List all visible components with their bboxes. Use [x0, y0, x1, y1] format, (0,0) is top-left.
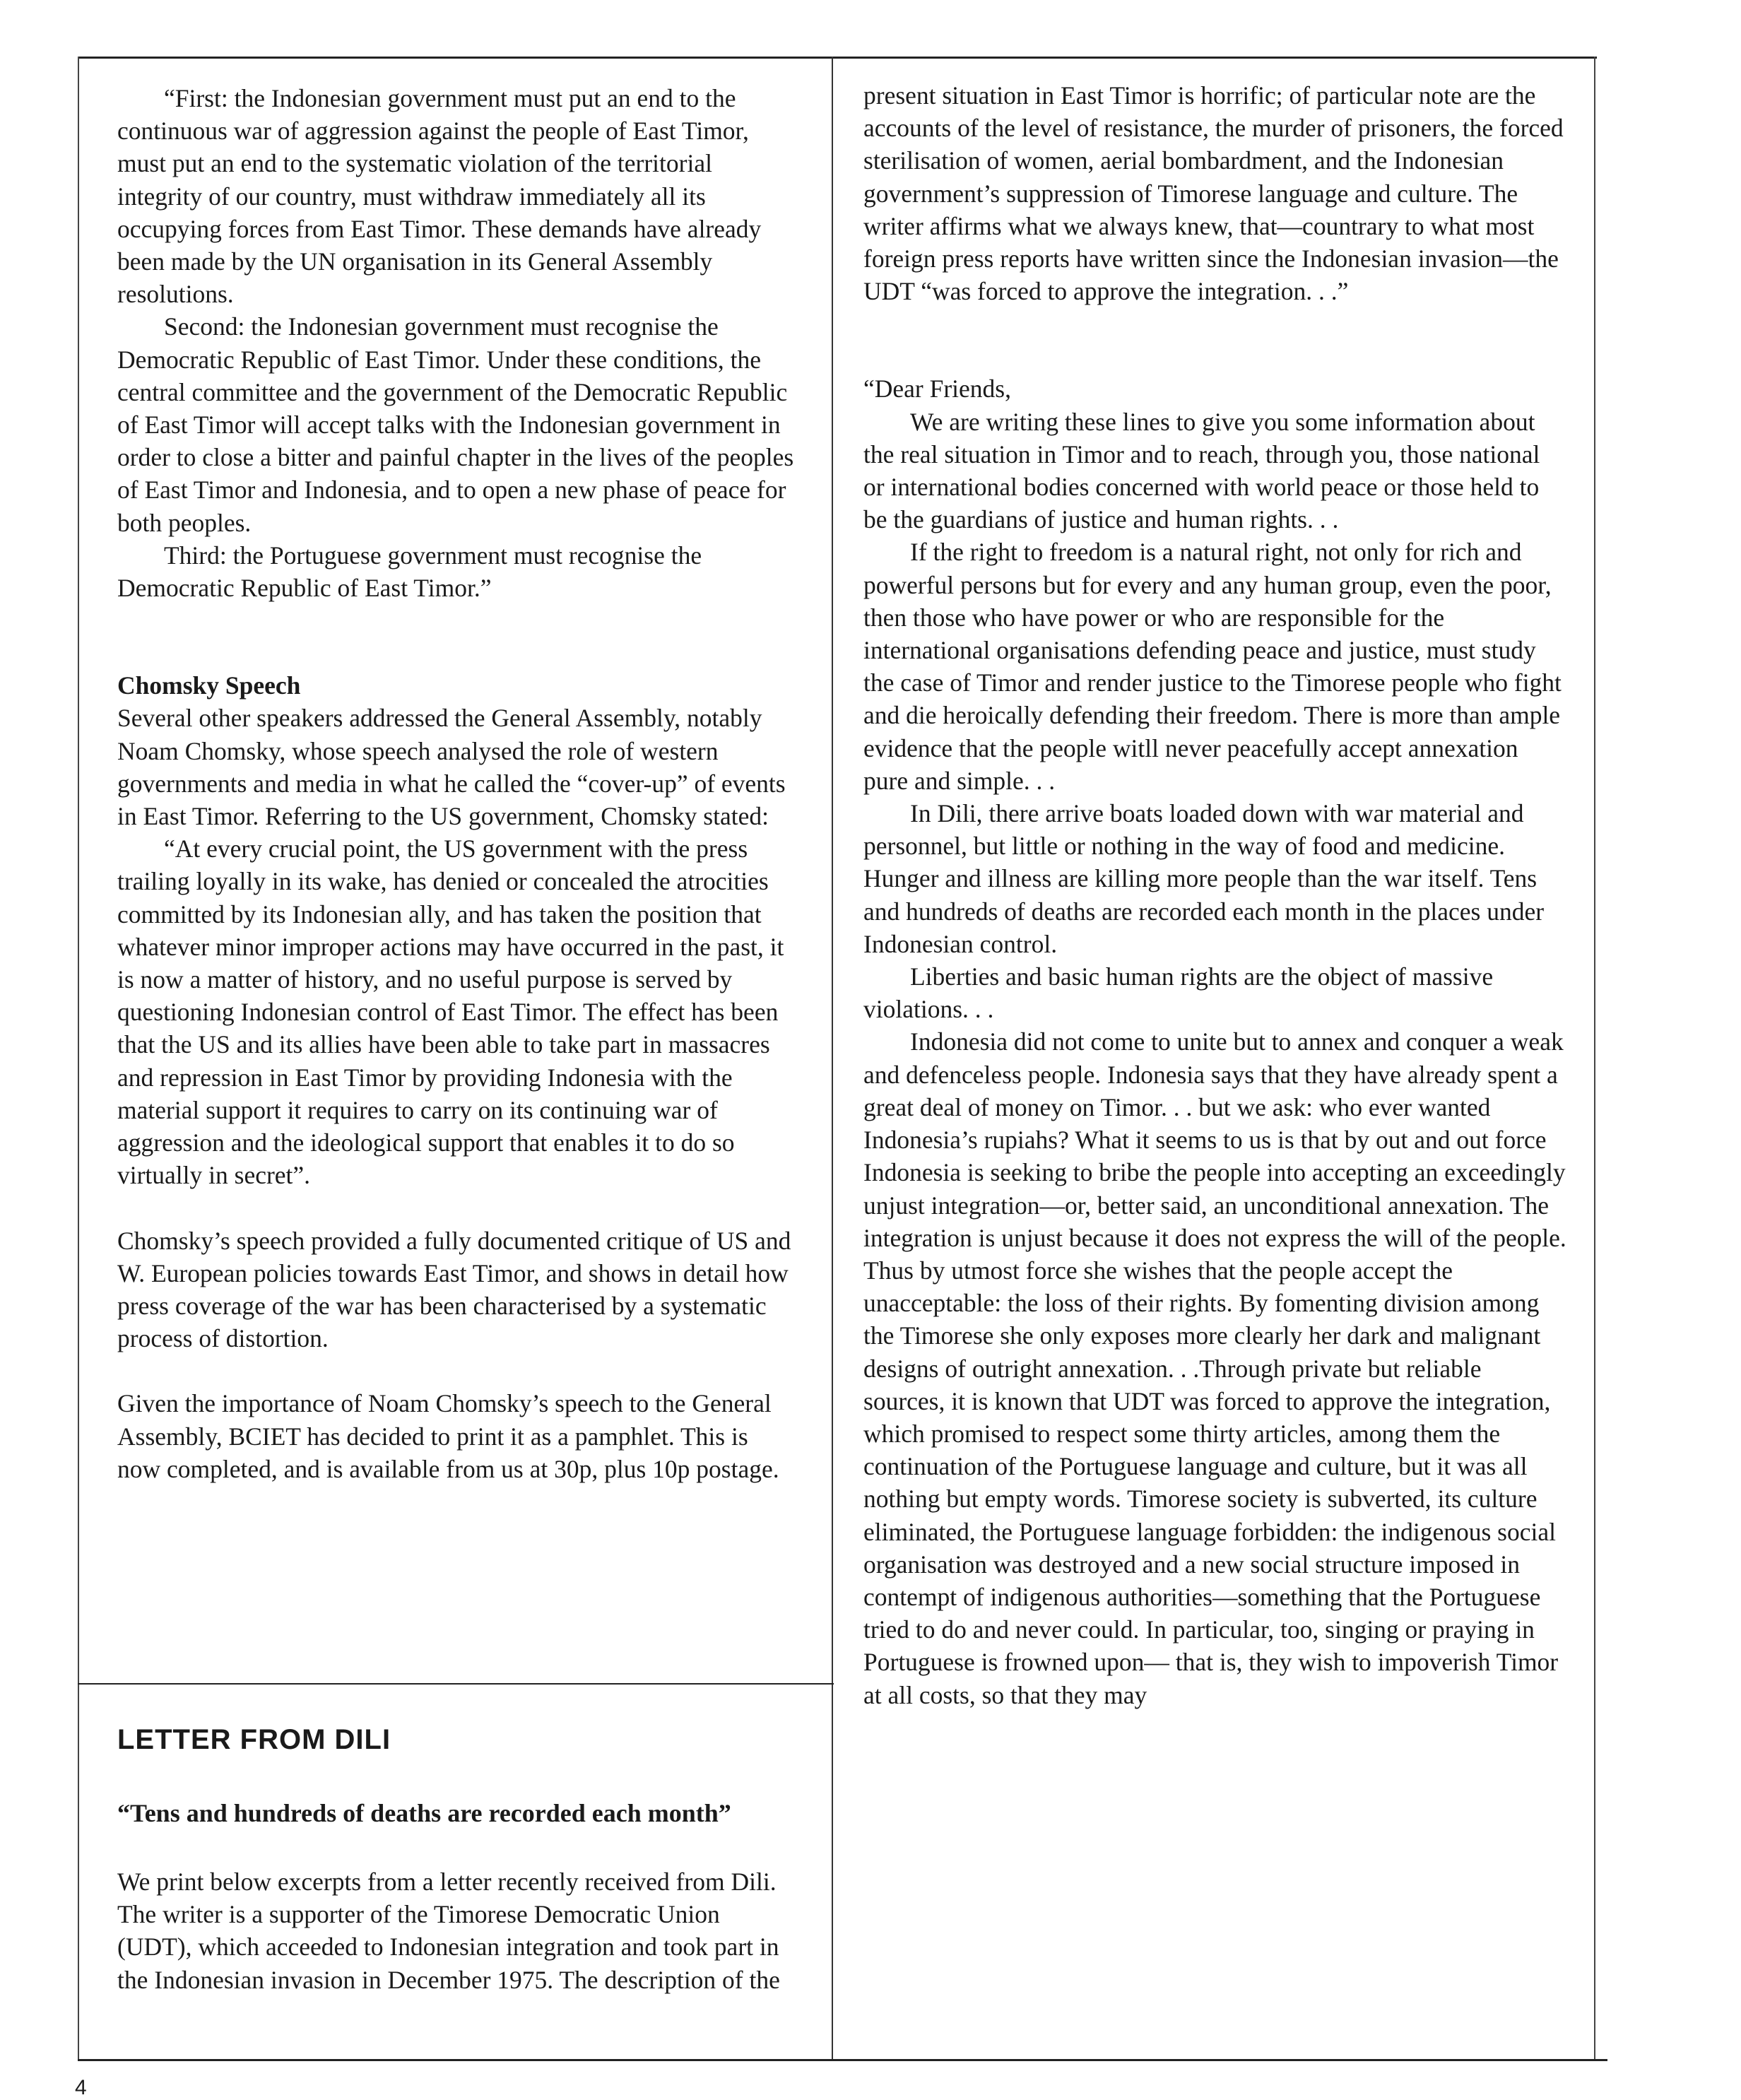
spacer	[863, 307, 1566, 372]
letter-salutation: “Dear Friends,	[863, 374, 1011, 403]
letter-paragraph: Liberties and basic human rights are the object of massive violations. . .	[863, 962, 1494, 1024]
letter-section-subtitle: “Tens and hundreds of deaths are recorded each month”	[117, 1799, 731, 1827]
letter-intro-paragraph: We print below excerpts from a letter recently received from Dili. The writer is a supporter of the Timorese Democratic Union (UDT), which acceeded to Indonesian integration and took part in the Indonesian invasion in December 1975. The description of the	[117, 1868, 780, 1994]
critique-paragraph: Chomsky’s speech provided a fully documented critique of US and W. European policies towards East Timor, and shows in detail how press coverage of the war has been characterised by a systematic process of distortion.	[117, 1226, 791, 1353]
letter-paragraph: If the right to freedom is a natural right, not only for rich and powerful persons but for every and any human group, even the poor, then those who have power or who are responsible for the international organisations defending peace and justice, must study the case of Timor and render justice to the Timorese people who fight and die heroically defending their freedom. There is more than ample evidence that the people witll never peacefully accept annexation pure and simple. . .	[863, 538, 1562, 795]
demand-third-paragraph: Third: the Portuguese government must recognise the Democratic Republic of East Timor.”	[117, 541, 702, 603]
spacer	[117, 1355, 796, 1387]
demand-second-paragraph: Second: the Indonesian government must recognise the Democratic Republic of East Timor. Under these conditions, the central committee and the government of the Democratic Republic of East Timor will accept talks with the Indonesian government in order to close a bitter and painful chapter in the lives of the peoples of East Timor and Indonesia, and to open a new phase of peace for both peoples.	[117, 312, 794, 537]
letter-paragraph: We are writing these lines to give you some information about the real situation in Timor and to reach, through you, those national or international bodies concerned with world peace or those held to be the guardians of justice and human rights. . .	[863, 407, 1540, 534]
page-frame-right-rule	[1594, 57, 1595, 2060]
chomsky-heading: Chomsky Speech	[117, 671, 301, 700]
demand-first-paragraph: “First: the Indonesian government must put an end to the continuous war of aggression against the people of East Timor, must put an end to the systematic violation of the territorial integrity of our country, must withdraw immediately all its occupying forces from East Timor. These demands have already been made by the UN organisation in its General Assembly resolutions.	[117, 84, 762, 309]
letter-section-title: LETTER FROM DILI	[117, 1724, 391, 1755]
left-column	[117, 82, 796, 1485]
chomsky-quote-paragraph: “At every crucial point, the US government with the press trailing loyally in its wake, has denied or concealed the atrocities committed by its Indonesian ally, and has taken the position that whatever minor improper actions may have occurred in the past, it is now a matter of history, and no useful purpose is served by questioning Indonesian control of East Timor. The effect has been that the US and its allies have been able to take part in massacres and repression in East Timor by providing Indonesia with the material support it requires to carry on its continuing war of aggression and the ideological support that enables it to do so virtually in secret”.	[117, 834, 784, 1190]
pamphlet-paragraph: Given the importance of Noam Chomsky’s speech to the General Assembly, BCIET has decided to print it as a pamphlet. This is now completed, and is available from us at 30p, plus 10p postage.	[117, 1389, 779, 1483]
spacer	[117, 1192, 796, 1225]
page-frame-left-rule	[78, 57, 79, 2060]
column-divider-rule	[832, 57, 833, 2060]
page-number: 4	[75, 2076, 87, 2099]
letter-paragraph: Indonesia did not come to unite but to annex and conquer a weak and defenceless people. Indonesia says that they have already spent a great deal of money on Timor. . . but we ask: who ever wanted Indonesia’s rupiahs? What it seems to us is that by out and out force Indonesia is seeking to bribe the people into accepting an exceedingly unjust integration—or, better said, an unconditional annexation. The integration is unjust because it does not express the will of the people. Thus by utmost force she wishes that the people accept the unacceptable: the loss of their rights. By fomenting division among the Timorese she only exposes more clearly her dark and malignant designs of outright annexation. . .Through private but reliable sources, it is known that UDT was forced to approve the integration, which promised to respect some thirty articles, among them the continuation of the Portuguese language and culture, but it was all nothing but empty words. Timorese society is subverted, its culture eliminated, the Portuguese language forbidden: the indigenous social organisation was destroyed and a new social structure imposed in contempt of indigenous authorities—something that the Portuguese tried to do and never could. In particular, too, singing or praying in Portuguese is frowned upon— that is, they wish to impoverish Timor at all costs, so that they may	[863, 1027, 1566, 1709]
letter-section-intro	[117, 1865, 796, 1996]
chomsky-intro-paragraph: Several other speakers addressed the General Assembly, notably Noam Chomsky, whose speech analysed the role of western governments and media in what he called the “cover-up” of events in East Timor. Referring to the US government, Chomsky stated:	[117, 704, 786, 831]
section-divider-rule	[78, 1683, 834, 1685]
page-frame-bottom-rule	[78, 2059, 1607, 2061]
letter-paragraph: In Dili, there arrive boats loaded down with war material and personnel, but little or nothing in the way of food and medicine. Hunger and illness are killing more people than the war itself. Tens and hundreds of deaths are recorded each month in the places under Indonesian control.	[863, 799, 1545, 958]
spacer	[117, 604, 796, 669]
right-column	[863, 79, 1566, 1711]
continuation-paragraph: present situation in East Timor is horrific; of particular note are the accounts of the level of resistance, the murder of prisoners, the forced sterilisation of women, aerial bombardment, and the Indonesian government’s suppression of Timorese language and culture. The writer affirms what we always knew, that—countrary to what most foreign press reports have written since the Indonesian invasion—the UDT “was forced to approve the integration. . .”	[863, 81, 1564, 306]
page-frame-top-rule	[78, 57, 1597, 59]
